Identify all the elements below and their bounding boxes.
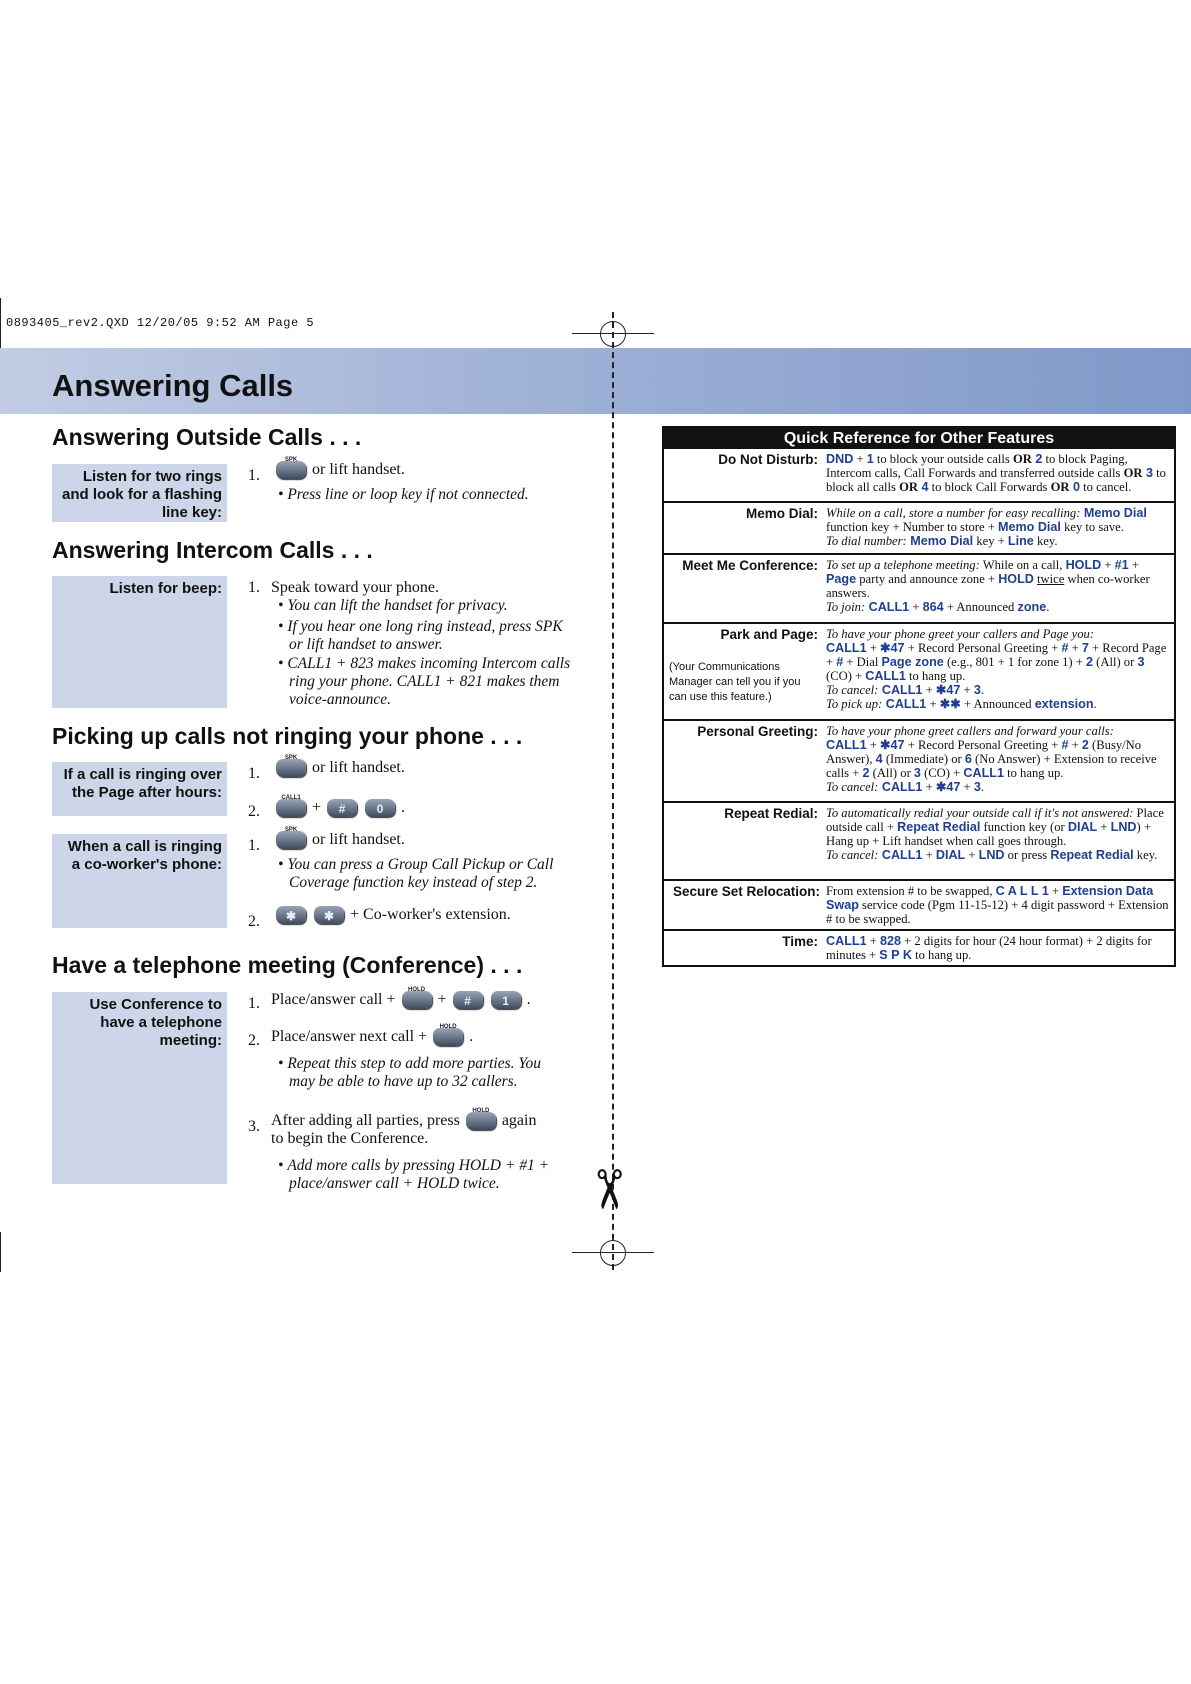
pickup-page-step-1 [274,755,405,777]
pound-key-icon: # [453,991,483,1009]
qr-row-time [664,929,1174,965]
intercom-bullet-2: • If you hear one long ring instead, press SPK or lift handset to answer. [278,618,563,653]
qr-label: Memo Dial: [745,506,818,521]
qr-label: Park and Page: [720,627,818,642]
step-number: 1. [248,995,260,1012]
call1-key-icon: CALL1 [276,799,306,817]
qr-label: Repeat Redial: [724,806,818,821]
cue-pickup-page: If a call is ringing over the Page after hours: [52,762,227,816]
outside-bullet-1: • Press line or loop key if not connected. [278,486,529,503]
qr-text: CALL1 + 828 + 2 digits for hour (24 hour format) + 2 digits for minutes + S P K to hang up. [826,934,1152,962]
qr-text: From extension # to be swapped, C A L L 1 + Extension Data Swap service code (Pgm 11-15-12) + 4 digit password + Extension # to be swapped. [826,884,1169,926]
cue-intercom: Listen for beep: [52,576,227,708]
qr-text: While on a call, store a number for easy recalling: Memo Dial function key + Number to store + Memo Dial key to save. To dial number: Memo Dial key + Line key. [826,506,1147,548]
intercom-bullet-3: • CALL1 + 823 makes incoming Intercom calls ring your phone. CALL1 + 821 makes them voice-announce. [278,655,571,708]
step-number: 3. [248,1118,260,1135]
cue-conference: Use Conference to have a telephone meeting: [52,992,227,1184]
step-text: or lift handset. [312,759,405,776]
fold-line [612,312,614,1270]
step-number: 1. [248,579,260,596]
qr-text: To have your phone greet your callers and Page you: CALL1 + ✱47 + Record Personal Greeting + # + 7 + Record Page + # + Dial Page zone (e.g., 801 + 1 for zone 1) + 2 (All) or 3 (CO) + CALL1 to hang up. To cancel: CALL1 + ✱47 + 3. To pick up: CALL1 + ✱✱ + Announced extension. [826,627,1167,711]
conference-bullet-2: • Add more calls by pressing HOLD + #1 + place/answer call + HOLD twice. [278,1157,550,1192]
step-text: or lift handset. [312,831,405,848]
quick-reference-title: Quick Reference for Other Features [664,428,1174,449]
registration-mark-bottom [600,1240,626,1266]
one-key-icon: 1 [491,991,521,1009]
star-key-icon: ✱ [276,906,306,924]
conference-step-2: Place/answer next call + HOLD . [271,1024,474,1045]
pickup-coworker-bullet: • You can press a Group Call Pickup or Call Coverage function key instead of step 2. [278,856,554,891]
spk-key-icon: SPK [276,831,306,849]
qr-sublabel: (Your Communications Manager can tell you if you can use this feature.) [669,661,801,703]
hold-key-icon: HOLD [433,1028,463,1046]
step-number: 1. [248,467,260,484]
qr-row-memo-dial [664,501,1174,553]
step-number: 2. [248,913,260,930]
pickup-coworker-step-2: ✱ ✱ + Co-worker's extension. [274,906,511,924]
qr-label: Time: [782,934,818,949]
page-title: Answering Calls [52,368,294,403]
qr-label: Personal Greeting: [697,724,818,739]
zero-key-icon: 0 [365,799,395,817]
step-number: 1. [248,837,260,854]
qr-row-meet-me [664,553,1174,622]
file-slug: 0893405_rev2.QXD 12/20/05 9:52 AM Page 5 [6,316,315,330]
qr-row-personal-greeting [664,719,1174,801]
hold-key-icon: HOLD [466,1112,496,1130]
left-trim-mark-bottom [0,1232,1,1272]
pickup-page-step-2: CALL1 + # 0 . [274,799,405,817]
qr-label: Meet Me Conference: [682,558,818,573]
registration-mark-top [600,321,626,347]
qr-row-set-relocation [664,879,1174,929]
step-text: or lift handset. [312,461,405,478]
star-key-icon: ✱ [314,906,344,924]
quick-reference-table [662,426,1176,967]
qr-label: Do Not Disturb: [718,452,818,467]
pickup-coworker-step-1 [274,827,405,849]
left-trim-mark [0,298,1,350]
intercom-step-1: Speak toward your phone. [271,579,439,596]
step-number: 2. [248,1032,260,1049]
qr-text: To automatically redial your outside call if it's not answered: Place outside call + Repeat Redial function key (or DIAL + LND) + Hang up + Lift handset when call goes through. To cancel: CALL1 + DIAL + LND or press Repeat Redial key. [826,806,1164,862]
intercom-bullet-1: • You can lift the handset for privacy. [278,597,508,614]
section-heading-intercom: Answering Intercom Calls . . . [52,537,373,563]
qr-label: Secure Set Relocation: [672,884,820,899]
qr-row-dnd [664,449,1174,501]
qr-text: To set up a telephone meeting: While on a call, HOLD + #1 + Page party and announce zone + HOLD twice when co-worker answers. To join: CALL1 + 864 + Announced zone. [826,558,1150,614]
outside-step-1 [274,457,405,479]
qr-text: To have your phone greet callers and forward your calls: CALL1 + ✱47 + Record Personal Greeting + # + 2 (Busy/No Answer), 4 (Immediate) or 6 (No Answer) + Extension to receive calls + 2 (All) or 3 (CO) + CALL1 to hang up. To cancel: CALL1 + ✱47 + 3. [826,724,1157,794]
spk-key-icon: SPK [276,759,306,777]
cue-pickup-coworker: When a call is ringing a co-worker's phone: [52,834,227,928]
section-heading-conference: Have a telephone meeting (Conference) . . . [52,952,523,978]
qr-row-park-page [664,622,1174,719]
step-number: 1. [248,765,260,782]
spk-key-icon: SPK [276,461,306,479]
conference-step-3: After adding all parties, press HOLD again to begin the Conference. [271,1108,537,1148]
conference-bullet-1: • Repeat this step to add more parties. You may be able to have up to 32 callers. [278,1055,542,1090]
conference-step-1: Place/answer call + HOLD + # 1 . [271,987,531,1009]
pound-key-icon: # [327,799,357,817]
hold-key-icon: HOLD [402,991,432,1009]
section-heading-pickup: Picking up calls not ringing your phone . . . [52,723,523,749]
qr-text: DND + 1 to block your outside calls OR 2 to block Paging, Intercom calls, Call Forwards and transferred outside calls OR 3 to block all calls OR 4 to block Call Forwards OR 0 to cancel. [826,452,1166,494]
qr-row-repeat-redial [664,801,1174,879]
cue-outside: Listen for two rings and look for a flashing line key: [52,464,227,522]
step-number: 2. [248,803,260,820]
section-heading-outside: Answering Outside Calls . . . [52,424,362,450]
scissors-icon: ✂ [578,1166,639,1213]
